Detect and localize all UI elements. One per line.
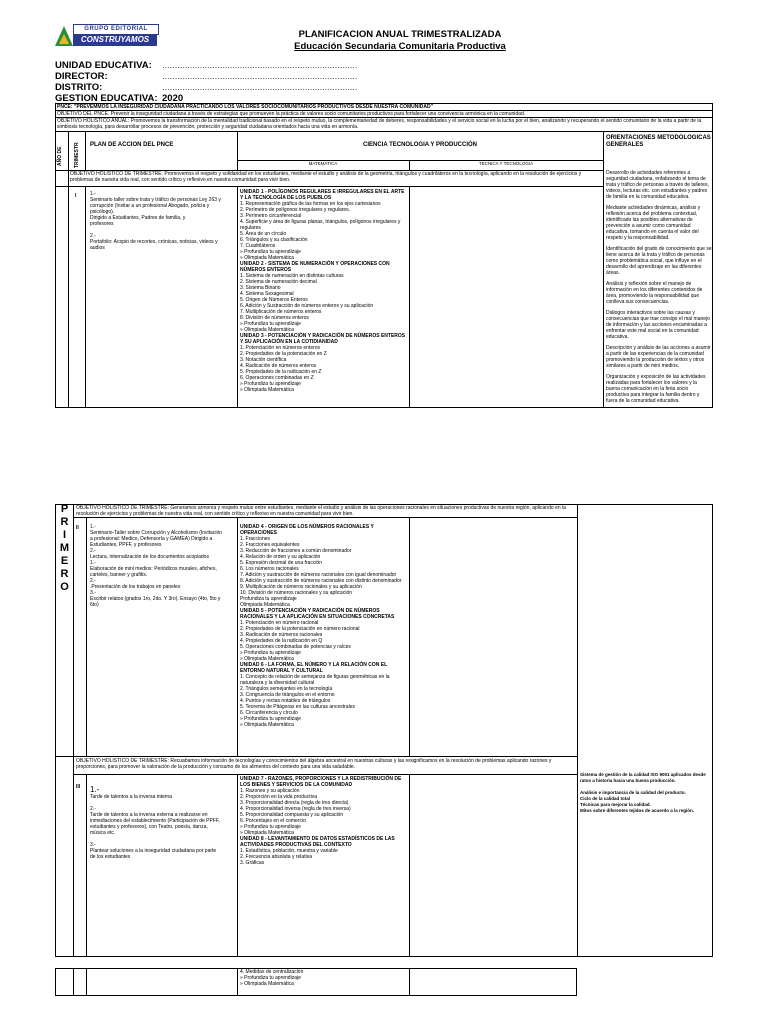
unit-item: 7. Cuadriláteros — [240, 243, 276, 249]
plan-line: Plantear soluciones a la inseguridad ciudadana por parte — [90, 848, 217, 854]
unit-item: 5. Área de un círculo — [240, 231, 287, 237]
unit-item: 4. Superficie y área de figuras planas, triángulos, polígonos irregulares y regulares — [240, 219, 401, 231]
objetivo-trimestre-2: OBJETIVO HOLISTICO DE TRIMESTRE: Generamos armonía y respeto mutuo entre estudiantes, mediante el estudio y análisis de las operaciones racionales en situaciones productivas de nuestra región, aplicando en la resolución de ejercicios y problemas de nuestra vida real, con sentido crítico y reflexivo en nuestra comunidad para vivir bien. — [76, 505, 566, 517]
plan-accion-cell-2 — [90, 524, 235, 608]
unit-item: 2. Sistema de numeración decimal — [240, 279, 317, 285]
plan-line: psicólogo). — [90, 209, 115, 215]
year-label-primero — [56, 503, 73, 594]
plan-line: Elaboración de mini medios: Periódicos murales, afiches, — [90, 566, 217, 572]
orientacion-paragraph: Análisis y reflexión sobre el manejo de información en los diferentes contenidos de área, promoviendo la responsabilidad que conlleva sus consecuencias. — [606, 281, 703, 305]
unit-item: » Profundiza tu aprendizaje — [240, 650, 301, 656]
unit-item: » Olimpiada Matemática — [240, 981, 294, 987]
unit-item: 2. Triángulos semejantes en la tecnología — [240, 686, 333, 692]
unit-item: 3. Reducción de fracciones a común denominador — [240, 548, 352, 554]
unit-item: 6. Adición y Sustracción de números enteros y su aplicación — [240, 303, 374, 309]
plan-line: audios — [90, 245, 105, 251]
unit-item: 6. Circunferencia y círculo — [240, 710, 298, 716]
unit-item: 5. Expresión decimal de una fracción — [240, 560, 322, 566]
unit-item: 6. Operaciones combinadas en Z — [240, 375, 314, 381]
unit-item: » Olimpiada Matemática — [240, 722, 294, 728]
plan-line: 3.- — [90, 590, 96, 596]
unit-item: 4. Proporcionalidad inversa (regla de tres inversa) — [240, 806, 351, 812]
page-subtitle: Educación Secundaria Comunitaria Productiva — [294, 41, 506, 52]
plan-line: a profesional: Medico, Defensoría y GAMEA) Dirigido a — [90, 536, 213, 542]
plan-line: 2.- — [90, 548, 96, 554]
orientaciones-cell-1 — [606, 170, 712, 409]
plan-line: Portafolio: Acopio de recortes, crónicas, noticias, videos y — [90, 239, 218, 245]
unit-item: » Olimpiada Matemática — [240, 327, 294, 333]
year-letter: R — [60, 568, 69, 580]
unit-item: » Profundiza tu aprendizaje — [240, 824, 301, 830]
plan-line: 1.- — [90, 785, 100, 794]
orientacion-paragraph: Identificación del grado de conocimiento que se tiene acerca de la trata y tráfico de personas como problemática social, que influye en el desarrollo del aprendizaje en las diferentes áreas. — [606, 246, 712, 276]
unit-item: 3. Congruencia de triángulos en el entorno — [240, 692, 335, 698]
plan-line: de los estudiantes — [90, 854, 131, 860]
plan-line: 3.- — [90, 842, 96, 848]
unit-item: 8. División de números enteros — [240, 315, 309, 321]
plan-line: 2.- — [90, 578, 96, 584]
unit-item: 8. Adición y sustracción de números racionales con distinto denominador — [240, 578, 402, 584]
unit-item: 10. División de números racionales y su aplicación — [240, 590, 353, 596]
plan-line: Tarde de talentos a la inversa externa a realizarse en — [90, 812, 208, 818]
unit-item: 2. Proporción en la vida productiva — [240, 794, 317, 800]
unit-heading: UNIDAD 8 - LEVANTAMIENTO DE DATOS ESTADÍSTICOS DE LAS ACTIVIDADES PRODUCTIVAS DEL CONTEXTO — [240, 836, 395, 848]
unit-item: 4. Medidas de centralización — [240, 969, 304, 975]
unit-item: » Olimpiada Matemática — [240, 255, 294, 261]
trimestre-number-2: II — [76, 525, 79, 531]
unit-item: » Olimpiada Matemática — [240, 387, 294, 393]
unit-item: 4. Relación de orden y su aplicación — [240, 554, 321, 560]
unit-item: 7. Multiplicación de números enteros — [240, 309, 322, 315]
col-header-orientaciones: ORIENTACIONES METODOLOGICAS GENERALES — [606, 135, 711, 148]
unit-item: 3. Perímetro circunferencial — [240, 213, 302, 219]
unit-item: 3. Sistema Binario — [240, 285, 281, 291]
orientacion-paragraph: Sistema de gestión de la calidad ISO 9001 aplicados desde ratos a historia hacia una buena producción. — [580, 772, 706, 783]
unit-item: 3. Radicación de números racionales — [240, 632, 323, 638]
orientacion-paragraph: Análisis e importancia de la calidad del producto. — [580, 790, 686, 795]
publisher-logo — [55, 24, 157, 50]
plan-line: música etc. — [90, 830, 116, 836]
unit-item: 7. Adición y sustracción de números racionales con igual denominador — [240, 572, 397, 578]
unit-heading: UNIDAD 3 - POTENCIACIÓN Y RADICACIÓN DE NÚMEROS ENTEROS Y SU APLICACIÓN EN LA COTIDIANIDAD — [240, 333, 406, 345]
unit-item: 3. Gráficas — [240, 860, 265, 866]
year-letter: M — [59, 542, 70, 554]
unit-item: 1. Concepto de relación de semejanza de figuras geométricas en la naturaleza y la diversidad cultural — [240, 674, 390, 686]
unit-item: 2. Perímetro de polígonos irregulares y regulares. — [240, 207, 351, 213]
unit-item: 5. Operaciones combinadas de potencias y raíces — [240, 644, 351, 650]
plan-accion-cell-1 — [90, 191, 235, 251]
col-header-year: AÑO DE — [57, 146, 63, 166]
unit-item: 4. Sistema Sexagesimal — [240, 291, 294, 297]
orientaciones-cell-3 — [580, 772, 710, 814]
logo-top-text: GRUPO EDITORIAL — [73, 24, 159, 35]
unit-item: 5. Proporcionalidad compuesta y su aplicación — [240, 812, 344, 818]
unit-item: 6. Los números racionales — [240, 566, 299, 572]
unit-item: 5. Propiedades de la radicación en Z — [240, 369, 322, 375]
plan-accion-cell-3 — [90, 785, 235, 860]
objetivo-anual-row: OBJETIVO HOLISTICO ANUAL: Promovemos la transformación de la mentalidad tradicional basado en el respeto mutuo, la complementariedad de deberes, responsabilidades y el servicio social en la lucha por el bien, analizando y recuperando el sentido comunitario de la vida a partir de la simbiosis tecnología, para desarrollar procesos de prevención, protección y seguridad ciudadana orientados hacia una vida en armonía. — [57, 118, 702, 130]
year-letter: O — [60, 581, 69, 593]
field-label-unidad: UNIDAD EDUCATIVA: — [55, 60, 152, 71]
unit-item: 6. Porcentajes en el comercio — [240, 818, 306, 824]
unit-item: 6. Triángulos y su clasificación — [240, 237, 308, 243]
unit-item: » Olimpiada Matemática — [240, 656, 294, 662]
orientacion-paragraph: Desarrollo de actividades referentes a seguridad ciudadana, enfatizando el tema de trata y tráfico de personas a través de talleres, videos, lecturas etc. con estudiantes y padres de familia en la comunidad educativa. — [606, 170, 709, 200]
col-header-tecnica: TECNICA Y TECNOLOGIA — [478, 161, 534, 166]
unit-item: » Profundiza tu aprendizaje — [240, 321, 301, 327]
unit-heading: UNIDAD 6 - LA FORMA, EL NÚMERO Y LA RELACIÓN CON EL ENTORNO NATURAL Y CULTURAL — [240, 662, 388, 674]
page-title: PLANIFICACION ANUAL TRIMESTRALIZADA — [298, 29, 502, 40]
unit-item: Olimpiada Matemática — [240, 602, 290, 608]
unit-item: 2. Propiedades de la potenciación en Z — [240, 351, 327, 357]
plan-line: .Presentación de los trabajos en paneles — [90, 584, 181, 590]
unit-item: 3. Proporcionalidad directa (regla de tres directa) — [240, 800, 349, 806]
col-header-plan: PLAN DE ACCION DEL PNCE — [90, 142, 174, 148]
unit-item: 1. Fracciones — [240, 536, 271, 542]
unit-heading: UNIDAD 2 - SISTEMA DE NUMERACIÓN Y OPERACIONES CON NÚMEROS ENTEROS — [240, 261, 390, 273]
trimestre-number-1: I — [75, 193, 77, 199]
matematica-cell-1 — [240, 189, 408, 393]
unit-item: 4. Propiedades de la radicación en Q — [240, 638, 323, 644]
orientacion-paragraph: Descripción y análisis de las acciones a asumir a partir de las experiencias de la comunidad promoviendo la producción de textos y otros similares a partir de mini medios. — [606, 345, 711, 369]
unit-heading: UNIDAD 7 - RAZONES, PROPORCIONES Y LA REDISTRIBUCIÓN DE LOS BIENES Y SERVICIOS DE LA COMUNIDAD — [240, 776, 402, 788]
plan-line: profesores — [90, 221, 114, 227]
plan-line: Dirigido a Estudiantes, Padres de familia, y — [90, 215, 186, 221]
plan-line: Estudiantes, PPFF, y profesores — [90, 542, 162, 548]
unit-item: 1. Sistema de numeración en distintas culturas — [240, 273, 344, 279]
unit-item: Profundiza tu aprendizaje — [240, 596, 297, 602]
orientacion-paragraph: Organización y exposición de las actividades realizadas para fortalecer los valores y la buena comunicación en la feria socio productiva para integrar la familia dentro y fuera de la comunidad educativa. — [606, 374, 706, 404]
field-label-gestion: GESTION EDUCATIVA: — [55, 93, 158, 104]
unit-item: 2. Propiedades de la potenciación en número racional — [240, 626, 360, 632]
matematica-cell-4 — [240, 969, 408, 987]
unit-item: 1. Estadística, población, muestra y variable — [240, 848, 338, 854]
plan-line: 2.- — [90, 233, 96, 239]
field-label-distrito: DISTRITO: — [55, 82, 103, 93]
unit-item: » Profundiza tu aprendizaje — [240, 249, 301, 255]
plan-line: Tarde de talentos a la inversa interna — [90, 794, 172, 800]
objetivo-trimestre-3: OBJETIVO HOLISTICO DE TRIMESTRE: Recuabamos información de tecnologías y conocimientos del álgebra ancestral en nuestras culturas y las resignificamos en la resolución de problemas aplicando razones y proporciones, para promover la valoración de la producción y consumo de los alimentos del contexto para una vida saludable. — [76, 758, 552, 770]
unit-heading: UNIDAD 5 - POTENCIACIÓN Y RADICACIÓN DE NÚMEROS RACIONALES Y LA APLICACIÓN EN SITUACIONES CONCRETAS — [240, 608, 395, 620]
plan-line: Seminario taller sobre trata y tráfico de personas Ley 263 y — [90, 197, 221, 203]
trimestre-number-3: III — [76, 784, 81, 790]
unit-item: » Olimpiada Matemática — [240, 830, 294, 836]
unit-item: 3. Notación científica — [240, 357, 287, 363]
unit-item: 1. Potenciación en número racional — [240, 620, 319, 626]
plan-line: 1.- — [90, 524, 96, 530]
col-header-ctp: CIENCIA TECNOLOGIA Y PRODUCCIÓN — [362, 142, 477, 148]
unit-item: 5. Origen de Números Enteros — [240, 297, 308, 303]
orientacion-paragraph: Técnicas para mejorar la calidad. — [580, 802, 651, 807]
plan-line: Seminario-Taller sobre Corrupción y Alcoholismo (Invitación — [90, 530, 222, 536]
orientacion-paragraph: Diálogos interactivos sobre las causas y consecuencias que trae consigo el mal manejo de información y las acciones encaminadas a enfrentar este mal social en la comunidad educativa. — [606, 310, 710, 340]
field-value-unidad: …………………………………………………………………… — [162, 61, 357, 70]
col-header-matematica: MATEMATICA — [308, 161, 338, 166]
matematica-cell-2 — [240, 524, 408, 728]
plan-line: 1.- — [90, 191, 96, 197]
logo-main-text: CONSTRUYAMOS — [73, 34, 157, 46]
unit-item: 1. Potenciación en números enteros — [240, 345, 321, 351]
plan-line: Escribir relatos (grados 1ro, 2do. Y 3ro). Ensayo (4to, 5to y — [90, 596, 221, 602]
year-letter: R — [60, 516, 69, 528]
unit-heading: UNIDAD 1 - POLÍGONOS REGULARES E IRREGULARES EN EL ARTE Y LA TECNOLOGÍA DE LOS PUEBLOS — [240, 189, 405, 201]
unit-item: 4. Puntos y rectas notables de triángulos — [240, 698, 331, 704]
field-label-director: DIRECTOR: — [55, 71, 108, 82]
unit-item: 1. Representación gráfica de las formas en los ejes cartesianos — [240, 201, 381, 207]
unit-item: » Profundiza tu aprendizaje — [240, 716, 301, 722]
orientacion-paragraph: Mediante actividades dinámicas, análisis y reflexión acerca del problema contextual, identificado las posibles alternativas de prevención a asumir como comunidad educativa, tomando en cuenta el valor del respeto y la responsabilidad. — [606, 205, 701, 241]
unit-item: » Profundiza tu aprendizaje — [240, 975, 301, 981]
unit-item: 5. Teorema de Pitágoras en las culturas ancestrales — [240, 704, 355, 710]
col-header-trimestre: TRIMESTR — [74, 142, 80, 168]
year-letter: E — [60, 555, 69, 567]
plan-line: 6to) — [90, 602, 99, 608]
logo-sun-icon — [59, 34, 69, 44]
plan-line: 1.- — [90, 560, 96, 566]
field-value-distrito: …………………………………………………………………… — [162, 83, 357, 92]
unit-item: 2. Frecuencia absoluta y relativa — [240, 854, 312, 860]
orientacion-paragraph: Ciclo de la calidad total — [580, 796, 631, 801]
year-letter: P — [60, 503, 69, 515]
year-letter: I — [62, 529, 67, 541]
unit-heading: UNIDAD 4 - ORIGEN DE LOS NÚMEROS RACIONALES Y OPERACIONES — [240, 524, 374, 536]
plan-line: inmediaciones del establecimiento (Participación de PPFF, — [90, 818, 220, 824]
objetivo-pnce-row: OBJETIVO DEL PNCE. Prevenir la inseguridad ciudadana a través de estrategias que promueven la práctica de valores socio comunitarios productivos para fortalecer una convivencia armónica en la comunidad. — [57, 111, 526, 117]
unit-item: 4. Radicación de números enteros — [240, 363, 317, 369]
field-value-gestion: 2020 — [162, 93, 184, 104]
plan-line: 2.- — [90, 806, 96, 812]
unit-item: 9. Multiplicación de números racionales y su aplicación — [240, 584, 362, 590]
unit-item: 2. Fracciones equivalentes — [240, 542, 300, 548]
unit-item: 1. Razones y su aplicación — [240, 788, 300, 794]
plan-line: estudiantes y profesores), con Teatro, poesía, danza, — [90, 824, 208, 830]
orientacion-paragraph: Mitos sobre diferentes tejidos de acuerdo a la región. — [580, 808, 695, 813]
matematica-cell-3 — [240, 776, 408, 866]
field-value-director: …………………………………………………………………… — [162, 72, 357, 81]
plan-line: Lectura, internalización de los documentos acopiados — [90, 554, 209, 560]
objetivo-trimestre-1: OBJETIVO HOLISTICO DE TRIMESTRE: Promovemos el respeto y solidaridad en los estudiantes, mediante el estudio y análisis de la geometría, triángulos y cuadriláteros en la tecnología, aplicando en la resolución de ejercicios y problemas de nuestra vida real, con sentido crítico y reflexivo en nuestra comunidad para vivir bien. — [70, 171, 582, 183]
plan-line: corrupción (Invitar a un profesional Abogado, policía y — [90, 203, 210, 209]
unit-item: » Profundiza tu aprendizaje — [240, 381, 301, 387]
pnce-row: PNCE: "PREVEMMOS LA INSEGURIDAD CIUDADANA PRACTICANDO LOS VALORES SOCIOCOMUNITARIOS PRODUCTIVOS DESDE NUESTRA COMUNIDAD" — [57, 104, 433, 110]
plan-line: carteles, banner y grafitis. — [90, 572, 148, 578]
